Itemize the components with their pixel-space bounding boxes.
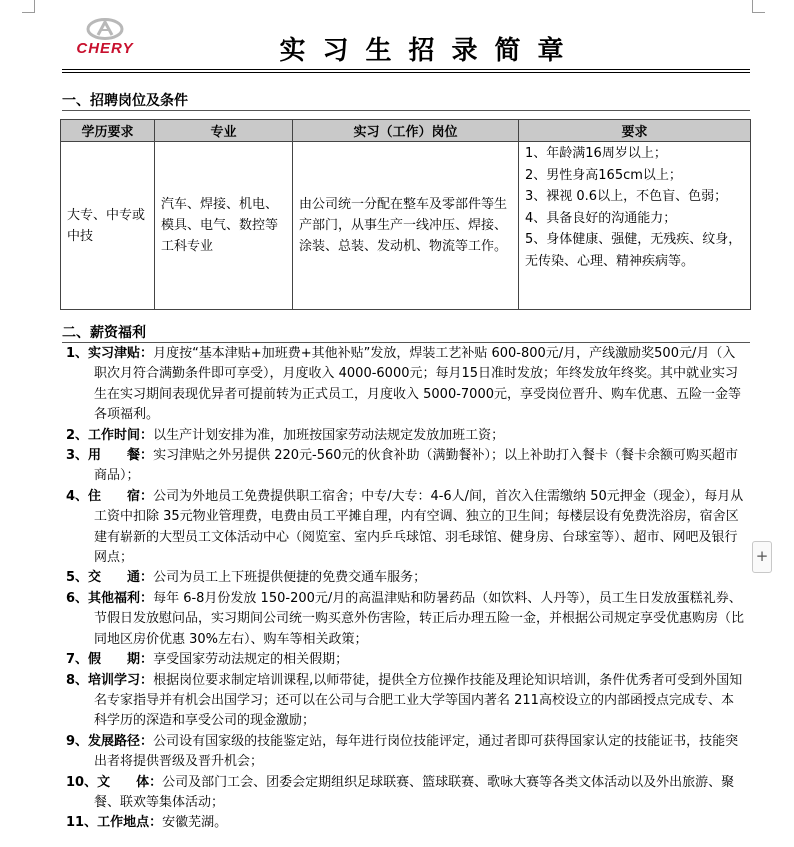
item-label: 工作地点： xyxy=(97,815,163,831)
item-text: 安徽芜湖。 xyxy=(162,815,228,831)
item-label: 其他福利： xyxy=(88,590,154,606)
item-number: 4、 xyxy=(66,488,89,504)
item-text: 享受国家劳动法规定的相关假期； xyxy=(153,652,349,668)
item-number: 8、 xyxy=(66,672,89,688)
section-divider xyxy=(62,342,750,343)
item-number: 5、 xyxy=(66,570,89,586)
table-header-cell: 要求 xyxy=(519,120,751,142)
table-row xyxy=(61,142,751,310)
item-text: 月度按“基本津贴+加班费+其他补贴”发放，焊装工艺补贴 600-800元/月，产线激励奖500元/月（入职次月符合满勤条件即可享受），月度收入 4000-6000元；每月15日准时发放；年终发放年终奖。其中就业实习生在实习期间表现优异者可提前转为正式员工，月度收入 5000-7000元，享受岗位晋升、购车优惠、五险一金等各项福利。 xyxy=(94,346,741,423)
title-divider xyxy=(62,69,750,70)
item-label: 工作时间： xyxy=(88,427,154,443)
list-item xyxy=(66,671,746,732)
list-item xyxy=(66,446,746,487)
page-title: 实习生招录简章 xyxy=(279,36,581,66)
list-item xyxy=(66,344,746,426)
chery-wordmark: CHERY xyxy=(76,40,134,57)
requirement-item: 5、身体健康、强健，无残疾、纹身，无传染、心理、精神疾病等。 xyxy=(525,232,742,269)
item-label: 住 宿： xyxy=(88,488,154,504)
requirement-item: 4、具备良好的沟通能力； xyxy=(525,210,677,226)
position-cell: 由公司统一分配在整车及零部件等生产部门，从事生产一线冲压、焊接、涂装、总装、发动机、物流等工作。 xyxy=(293,142,519,310)
list-item xyxy=(66,650,746,670)
item-text: 公司及部门工会、团委会定期组织足球联赛、篮球联赛、歌咏大赛等各类文体活动以及外出旅游、聚餐、联欢等集体活动； xyxy=(94,774,735,810)
item-text: 每年 6-8月份发放 150-200元/月的高温津贴和防暑药品（如饮料、人丹等），员工生日发放蛋糕礼券、节假日发放慰问品，实习期间公司统一购买意外伤害险，转正后办理五险一金，并根据公司规定享受优惠购房（比同地区房价优惠 30%左右）、购车等相关政策； xyxy=(94,590,745,647)
chery-emblem-icon xyxy=(62,18,148,42)
section-heading-positions: 一、招聘岗位及条件 xyxy=(62,93,188,109)
list-item xyxy=(66,589,746,650)
item-number: 11、 xyxy=(66,815,98,831)
item-label: 发展路径： xyxy=(88,733,154,749)
benefits-list xyxy=(66,344,746,834)
item-label: 用 餐： xyxy=(88,448,154,464)
crop-mark-top-left xyxy=(22,0,35,13)
crop-mark-top-right xyxy=(752,0,765,13)
list-item xyxy=(66,568,746,588)
expand-button[interactable]: + xyxy=(752,541,772,573)
table-header-cell: 实习（工作）岗位 xyxy=(293,120,519,142)
requirements-cell xyxy=(519,142,751,310)
item-label: 实习津贴： xyxy=(88,346,154,361)
item-text: 公司为外地员工免费提供职工宿舍；中专/大专：4-6人/间，首次入住需缴纳 50元押金（现金），每月从工资中扣除 35元物业管理费，电费由员工平摊自理，内有空调、独立的卫生间；每楼层设有免费洗浴房，宿舍区建有崭新的大型员工文体活动中心（阅览室、室内乒乓球馆、羽毛球馆、健身房、台球室等）、超市、网吧及银行网点； xyxy=(94,488,744,566)
section-divider xyxy=(62,110,750,111)
item-label: 培训学习： xyxy=(88,672,154,688)
positions-table xyxy=(60,119,751,310)
section-heading-benefits: 二、薪资福利 xyxy=(62,325,146,341)
education-cell: 大专、中专或中技 xyxy=(61,142,155,310)
item-label: 交 通： xyxy=(88,570,154,586)
item-number: 1、 xyxy=(66,346,89,361)
item-label: 假 期： xyxy=(88,652,154,668)
table-header-cell: 专业 xyxy=(155,120,293,142)
major-cell: 汽车、焊接、机电、模具、电气、数控等工科专业 xyxy=(155,142,293,310)
item-text: 公司设有国家级的技能鉴定站，每年进行岗位技能评定，通过者即可获得国家认定的技能证书，技能突出者将提供晋级及晋升机会； xyxy=(94,733,739,770)
item-text: 以生产计划安排为准，加班按国家劳动法规定发放加班工资； xyxy=(153,427,505,443)
item-text: 根据岗位要求制定培训课程,以师带徒，提供全方位操作技能及理论知识培训，条件优秀者可受到外国知名专家指导并有机会出国学习；还可以在公司与合肥工业大学等国内著名 211高校设立的内部函授点完成专、本科学历的深造和享受公司的现金激励； xyxy=(94,672,743,729)
item-number: 6、 xyxy=(66,590,89,606)
list-item xyxy=(66,813,746,833)
list-item xyxy=(66,732,746,773)
table-header-row xyxy=(61,120,751,142)
item-number: 7、 xyxy=(66,652,89,668)
chery-logo xyxy=(62,18,148,66)
item-number: 2、 xyxy=(66,427,89,443)
item-label: 文 体： xyxy=(97,774,163,790)
item-number: 3、 xyxy=(66,448,89,464)
item-number: 9、 xyxy=(66,733,89,749)
table-header-cell: 学历要求 xyxy=(61,120,155,142)
list-item xyxy=(66,773,746,814)
list-item xyxy=(66,426,746,446)
requirement-item: 1、年龄满16周岁以上； xyxy=(525,146,667,161)
title-divider-secondary xyxy=(62,72,750,73)
requirement-item: 3、裸视 0.6以上，不色盲、色弱； xyxy=(525,189,728,204)
item-number: 10、 xyxy=(66,774,98,790)
requirement-item: 2、男性身高165cm以上； xyxy=(525,167,682,183)
list-item xyxy=(66,487,746,569)
item-text: 实习津贴之外另提供 220元-560元的伙食补助（满勤餐补）；以上补助打入餐卡（餐卡余额可购买超市商品）； xyxy=(94,448,739,484)
item-text: 公司为员工上下班提供便捷的免费交通车服务； xyxy=(153,570,427,586)
